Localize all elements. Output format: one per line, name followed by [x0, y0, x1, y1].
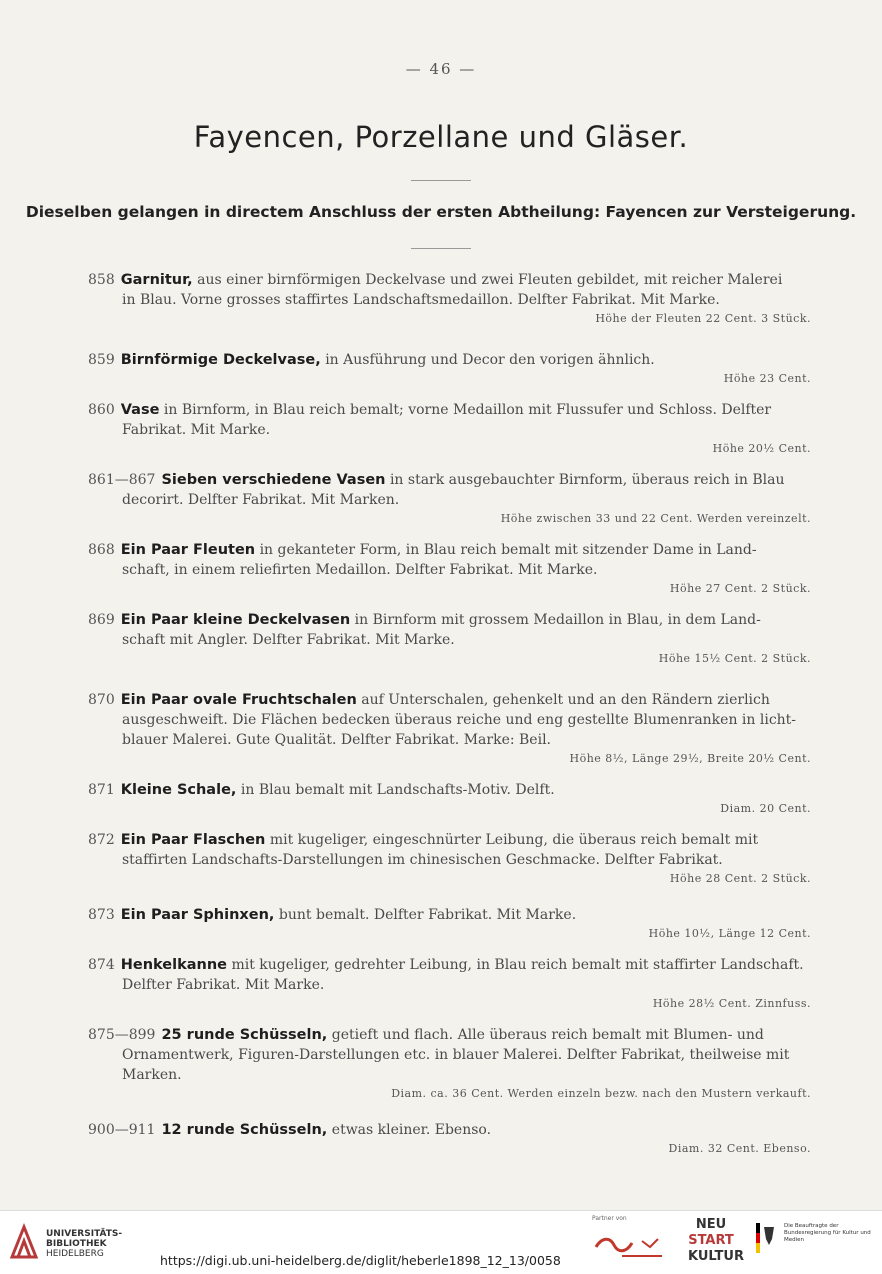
lot-name: Garnitur, — [120, 272, 193, 288]
catalogue-entry — [88, 830, 853, 888]
lot-measurements: Höhe 15½ Cent. 2 Stück. — [658, 652, 811, 665]
lot-description: etwas kleiner. Ebenso. — [331, 1122, 492, 1138]
lot-name: Henkelkanne — [120, 957, 227, 973]
lot-number: 869 — [88, 612, 115, 628]
catalogue-entry — [88, 905, 853, 943]
lot-name: Vase — [120, 402, 160, 418]
lot-measurements: Höhe 23 Cent. — [723, 372, 811, 385]
lot-number: 868 — [88, 542, 115, 558]
lot-number: 875—899 — [88, 1027, 156, 1043]
lot-description: in gekanteter Form, in Blau reich bemalt mit sitzender Dame in Land- — [259, 542, 757, 558]
entry-first-line — [88, 1120, 853, 1140]
page-number: — 46 — — [405, 60, 477, 78]
entry-first-line — [88, 905, 853, 925]
lot-description-line: blauer Malerei. Gute Qualität. Delfter Fabrikat. Marke: Beil. — [122, 732, 551, 748]
lot-measurements: Diam. 32 Cent. Ebenso. — [668, 1142, 811, 1155]
lot-description: in Birnform mit grossem Medaillon in Blau, in dem Land- — [354, 612, 761, 628]
catalogue-entry — [88, 610, 853, 668]
lot-measurements: Höhe 8½, Länge 29½, Breite 20½ Cent. — [569, 752, 811, 765]
university-logo-text: UNIVERSITÄTS- BIBLIOTHEK HEIDELBERG — [46, 1229, 123, 1259]
divider-top — [411, 180, 471, 181]
catalogue-entry — [88, 540, 853, 598]
lot-description: bunt bemalt. Delfter Fabrikat. Mit Marke. — [278, 907, 577, 923]
lot-name: Kleine Schale, — [120, 782, 237, 798]
lot-number: 873 — [88, 907, 115, 923]
lot-measurements: Höhe 10½, Länge 12 Cent. — [648, 927, 811, 940]
page-title: Fayencen, Porzellane und Gläser. — [193, 120, 689, 154]
lot-name: 12 runde Schüsseln, — [161, 1122, 328, 1138]
bkm-logo[interactable]: Die Beauftragte der Bundesregierung für Kultur und Medien — [754, 1219, 874, 1265]
entry-first-line — [88, 400, 853, 420]
lot-description: auf Unterschalen, gehenkelt und an den Rändern zierlich — [361, 692, 770, 708]
lot-description: getieft und flach. Alle überaus reich bemalt mit Blumen- und — [331, 1027, 764, 1043]
lot-description: in Birnform, in Blau reich bemalt; vorne Medaillon mit Flussufer und Schloss. Delfter — [163, 402, 772, 418]
catalogue-entry — [88, 400, 853, 458]
lot-description-line: decorirt. Delfter Fabrikat. Mit Marken. — [122, 492, 400, 508]
lot-name: Ein Paar Flaschen — [120, 832, 266, 848]
catalogue-entry — [88, 955, 853, 1013]
entry-first-line — [88, 350, 853, 370]
permalink-url[interactable]: https://digi.ub.uni-heidelberg.de/diglit/heberle1898_12_13/0058 — [160, 1253, 561, 1268]
entry-first-line — [88, 270, 853, 290]
lot-measurements: Höhe 28½ Cent. Zinnfuss. — [652, 997, 811, 1010]
lot-measurements: Diam. ca. 36 Cent. Werden einzeln bezw. nach den Mustern verkauft. — [391, 1087, 811, 1100]
lot-description: aus einer birnförmigen Deckelvase und zwei Fleuten gebildet, mit reicher Malerei — [197, 272, 783, 288]
lot-description-line: schaft, in einem reliefirten Medaillon. Delfter Fabrikat. Mit Marke. — [122, 562, 598, 578]
lot-number: 871 — [88, 782, 115, 798]
lot-description: mit kugeliger, eingeschnürter Leibung, die überaus reich bemalt mit — [269, 832, 759, 848]
lot-description-line: Delfter Fabrikat. Mit Marke. — [122, 977, 325, 993]
neustart-kultur-logo[interactable]: NEU START KULTUR — [688, 1217, 744, 1264]
lot-name: Ein Paar Fleuten — [120, 542, 256, 558]
lot-description-line: ausgeschweift. Die Flächen bedecken überaus reiche und eng gestellte Blumenranken in licht- — [122, 712, 797, 728]
lot-number: 859 — [88, 352, 115, 368]
catalogue-entry — [88, 780, 853, 818]
lot-description: in stark ausgebauchter Birnform, überaus reich in Blau — [389, 472, 785, 488]
divider-bottom — [411, 248, 471, 249]
lot-number: 900—911 — [88, 1122, 156, 1138]
lot-description-line: Marken. — [122, 1067, 182, 1083]
page-subtitle: Dieselben gelangen in directem Anschluss der ersten Abtheilung: Fayencen zur Versteigerung. — [25, 203, 857, 221]
lot-measurements: Höhe 28 Cent. 2 Stück. — [669, 872, 811, 885]
lot-name: Sieben verschiedene Vasen — [161, 472, 386, 488]
lot-number: 872 — [88, 832, 115, 848]
lot-measurements: Höhe 27 Cent. 2 Stück. — [669, 582, 811, 595]
lot-measurements: Höhe 20½ Cent. — [712, 442, 811, 455]
entry-first-line — [88, 610, 853, 630]
catalogue-entry — [88, 690, 853, 768]
lot-number: 861—867 — [88, 472, 156, 488]
lot-measurements: Höhe zwischen 33 und 22 Cent. Werden vereinzelt. — [500, 512, 811, 525]
lot-number: 870 — [88, 692, 115, 708]
partner-label: Partner von — [592, 1215, 627, 1222]
lot-name: Birnförmige Deckelvase, — [120, 352, 321, 368]
catalogue-entry — [88, 1025, 853, 1103]
lot-name: Ein Paar Sphinxen, — [120, 907, 275, 923]
lot-description-line: Ornamentwerk, Figuren-Darstellungen etc. in blauer Malerei. Delfter Fabrikat, theilweise mit — [122, 1047, 790, 1063]
entry-first-line — [88, 830, 853, 850]
lot-number: 860 — [88, 402, 115, 418]
catalogue-entry — [88, 1120, 853, 1158]
lot-description: in Ausführung und Decor den vorigen ähnlich. — [325, 352, 655, 368]
lot-number: 874 — [88, 957, 115, 973]
lot-name: Ein Paar kleine Deckelvasen — [120, 612, 351, 628]
lot-description-line: schaft mit Angler. Delfter Fabrikat. Mit Marke. — [122, 632, 455, 648]
lot-name: Ein Paar ovale Fruchtschalen — [120, 692, 357, 708]
entry-first-line — [88, 955, 853, 975]
lot-measurements: Diam. 20 Cent. — [720, 802, 811, 815]
entry-first-line — [88, 690, 853, 710]
lot-measurements: Höhe der Fleuten 22 Cent. 3 Stück. — [595, 312, 811, 325]
entry-first-line — [88, 780, 853, 800]
federal-eagle-icon — [754, 1219, 778, 1259]
entry-first-line — [88, 540, 853, 560]
entry-first-line — [88, 470, 853, 490]
university-logo-mark-icon — [8, 1223, 40, 1261]
university-logo[interactable] — [8, 1219, 158, 1267]
lot-number: 858 — [88, 272, 115, 288]
lot-description: mit kugeliger, gedrehter Leibung, in Blau reich bemalt mit staffirter Landschaft. — [231, 957, 804, 973]
footer-bar — [0, 1210, 882, 1274]
lot-description-line: Fabrikat. Mit Marke. — [122, 422, 271, 438]
partner-logo-icon[interactable] — [592, 1225, 682, 1265]
catalogue-entry — [88, 350, 853, 388]
lot-description-line: staffirten Landschafts-Darstellungen im chinesischen Geschmacke. Delfter Fabrikat. — [122, 852, 723, 868]
entry-first-line — [88, 1025, 853, 1045]
lot-description-line: in Blau. Vorne grosses staffirtes Landschaftsmedaillon. Delfter Fabrikat. Mit Marke. — [122, 292, 720, 308]
catalogue-entry — [88, 270, 853, 328]
catalogue-entry — [88, 470, 853, 528]
lot-name: 25 runde Schüsseln, — [161, 1027, 328, 1043]
lot-description: in Blau bemalt mit Landschafts-Motiv. Delft. — [240, 782, 555, 798]
